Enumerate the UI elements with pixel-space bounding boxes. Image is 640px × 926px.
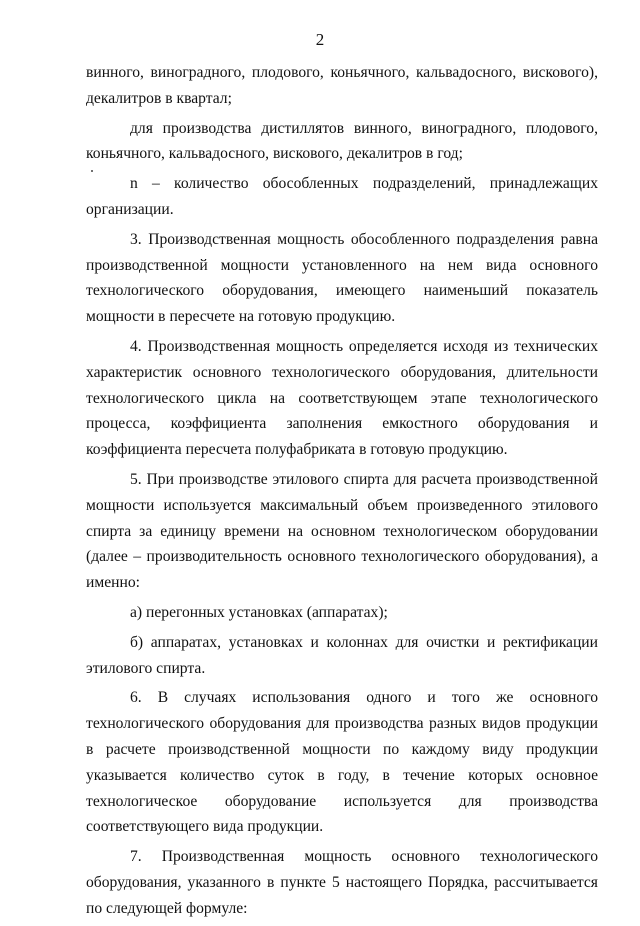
paragraph-item-6: 6. В случаях использования одного и того же основного технологического оборудования для производства разных видов продукции в расчете производственной мощности по каждому виду продукции указывается количество суток в году, в течение которых основное технологическое оборудование используется для производства соответствующего вида продукции. (86, 689, 598, 836)
paragraph-item-5a: а) перегонных установках (аппаратах); (130, 603, 388, 621)
paragraph-item-3: 3. Производственная мощность обособленного подразделения равна производственной мощности установленного на нем вида основного технологического оборудования, имеющего наименьший показатель мощности в пересчете на готовую продукцию. (86, 230, 598, 326)
paragraph-item-4: 4. Производственная мощность определяется исходя из технических характеристик основного технологического оборудования, длительности технологического цикла на соответствующем этапе технологического процесса, коэффициента заполнения емкостного оборудования и коэффициента пересчета полуфабриката в готовую продукцию. (86, 337, 598, 459)
paragraph-item-5b: б) аппаратах, установках и колоннах для очистки и ректификации этилового спирта. (86, 633, 598, 677)
paragraph-item-7: 7. Производственная мощность основного технологического оборудования, указанного в пункте 5 настоящего Порядка, рассчитывается по следующей формуле: (86, 848, 598, 917)
paragraph-distillates: для производства дистиллятов винного, виноградного, плодового, коньячного, кальвадосного, вискового, декалитров в год; (86, 119, 598, 163)
paragraph-n-definition: n – количество обособленных подразделений, принадлежащих организации. (86, 175, 598, 218)
document-body (86, 60, 598, 926)
paragraph-item-5: 5. При производстве этилового спирта для расчета производственной мощности используется максимальный объем произведенного этилового спирта за единицу времени на основном технологическом оборудовании (далее – производительность основного технологического оборудования), а именно: (86, 470, 598, 592)
paragraph-continuation: винного, виноградного, плодового, коньячного, кальвадосного, вискового), декалитров в квартал; (86, 64, 598, 107)
page-number: 2 (315, 30, 325, 49)
